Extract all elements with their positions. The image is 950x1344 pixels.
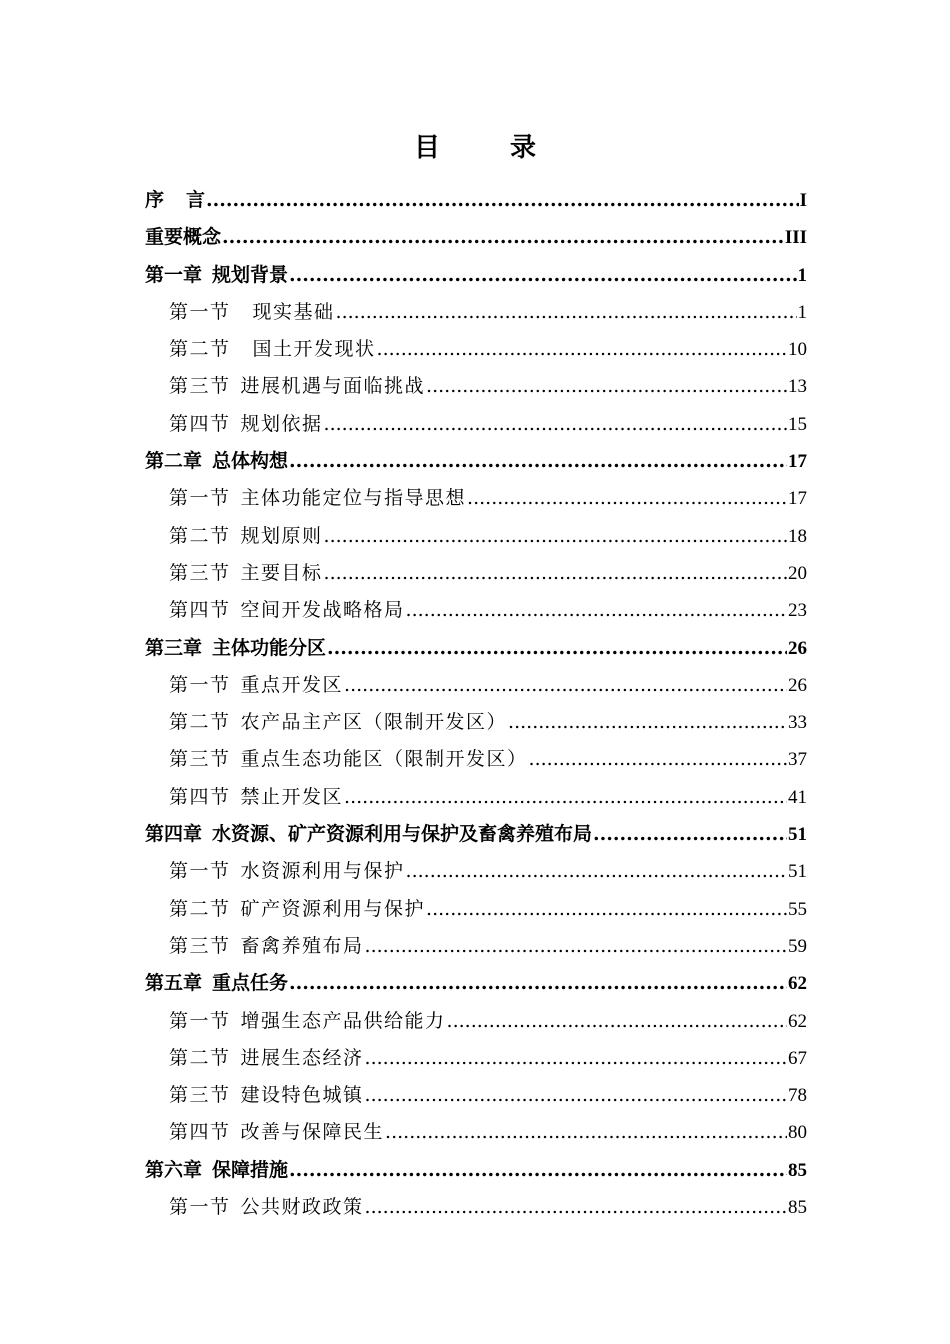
toc-entry-title: 主体功能分区 <box>212 636 327 659</box>
toc-section-entry[interactable] <box>145 555 807 592</box>
toc-dot-leader <box>377 331 787 368</box>
toc-entry-label <box>145 630 326 667</box>
toc-section-entry[interactable] <box>145 891 807 928</box>
toc-page-number: III <box>784 227 807 249</box>
toc-entry-label <box>169 1189 364 1226</box>
toc-entry-title: 主体功能定位与指导思想 <box>240 487 467 510</box>
toc-dot-leader <box>324 555 787 592</box>
toc-entry-title: 水资源利用与保护 <box>240 860 405 883</box>
toc-entry-label <box>169 1114 384 1151</box>
toc-page-number: 1 <box>797 264 807 286</box>
toc-entry-number: 第四章 <box>145 823 203 846</box>
toc-entry-number: 第一章 <box>145 263 203 286</box>
toc-entry-number: 第四节 <box>169 1121 231 1144</box>
toc-section-entry[interactable] <box>145 294 807 331</box>
toc-entry-number: 第二节 <box>169 1046 231 1069</box>
toc-page-number: 20 <box>788 562 807 584</box>
toc-entry-label <box>169 518 323 555</box>
toc-entry-label <box>169 741 528 778</box>
toc-page-number: 85 <box>788 1197 807 1219</box>
toc-entry-number: 第四节 <box>169 412 231 435</box>
toc-entry-title: 进展机遇与面临挑战 <box>240 375 426 398</box>
toc-page-number: 51 <box>788 824 807 846</box>
toc-entry-title: 规划原则 <box>240 524 323 547</box>
toc-entry-label <box>169 853 405 890</box>
toc-dot-leader <box>324 406 787 443</box>
toc-entry-title: 进展生态经济 <box>240 1046 364 1069</box>
toc-page-number: 85 <box>788 1159 807 1181</box>
toc-dot-leader <box>406 592 787 629</box>
toc-entry-number: 第四节 <box>169 599 231 622</box>
toc-entry-label <box>169 406 323 443</box>
toc-entry-title: 水资源、矿产资源利用与保护及畜禽养殖布局 <box>212 823 593 846</box>
toc-dot-leader <box>344 779 787 816</box>
toc-entry-number: 第一节 <box>169 1196 231 1219</box>
toc-entry-title: 总体构想 <box>212 450 289 473</box>
toc-dot-leader <box>327 630 787 667</box>
toc-dot-leader <box>289 257 796 294</box>
toc-section-entry[interactable] <box>145 592 807 629</box>
toc-dot-leader <box>344 667 787 704</box>
toc-entry-label <box>169 555 323 592</box>
toc-dot-leader <box>324 518 787 555</box>
toc-entry-label <box>169 891 425 928</box>
toc-page-number: 1 <box>797 301 807 323</box>
toc-dot-leader <box>289 443 787 480</box>
toc-entry-label <box>169 667 343 704</box>
toc-entry-number: 第二节 <box>169 338 231 361</box>
toc-section-entry[interactable] <box>145 368 807 405</box>
toc-entry-title: 改善与保障民生 <box>240 1121 385 1144</box>
toc-entry-title: 增强生态产品供给能力 <box>240 1009 446 1032</box>
toc-page-number: 18 <box>788 525 807 547</box>
toc-page-number: 10 <box>788 339 807 361</box>
toc-page-number: 51 <box>788 861 807 883</box>
toc-chapter-entry[interactable] <box>145 257 807 294</box>
toc-entry-label <box>145 182 205 219</box>
toc-entry-title: 国土开发现状 <box>252 338 376 361</box>
toc-page-number: 33 <box>788 712 807 734</box>
toc-chapter-entry[interactable] <box>145 219 807 256</box>
toc-entry-number: 序 <box>145 189 165 211</box>
toc-section-entry[interactable] <box>145 1114 807 1151</box>
toc-entry-label <box>169 294 335 331</box>
toc-entry-number: 第五章 <box>145 972 203 995</box>
toc-page-number: 62 <box>788 973 807 995</box>
toc-chapter-entry[interactable] <box>145 630 807 667</box>
toc-entry-label <box>169 1003 446 1040</box>
toc-section-entry[interactable] <box>145 406 807 443</box>
toc-entry-number: 第一节 <box>169 673 231 696</box>
toc-entry-number: 第二节 <box>169 897 231 920</box>
toc-page-number: 55 <box>788 898 807 920</box>
toc-entry-title: 重点开发区 <box>240 673 344 696</box>
toc-entry-label <box>145 816 592 853</box>
toc-dot-leader <box>365 928 787 965</box>
toc-page-number: 59 <box>788 935 807 957</box>
toc-section-entry[interactable] <box>145 480 807 517</box>
toc-page-number: 37 <box>788 749 807 771</box>
toc-section-entry[interactable] <box>145 1003 807 1040</box>
toc-chapter-entry[interactable] <box>145 965 807 1002</box>
toc-entry-label <box>169 704 507 741</box>
toc-section-entry[interactable] <box>145 741 807 778</box>
toc-dot-leader <box>426 891 787 928</box>
toc-entry-label <box>169 1040 364 1077</box>
toc-chapter-entry[interactable] <box>145 1152 807 1189</box>
toc-section-entry[interactable] <box>145 1189 807 1226</box>
toc-chapter-entry[interactable] <box>145 816 807 853</box>
toc-page-number: 41 <box>788 786 807 808</box>
toc-entry-label <box>169 368 425 405</box>
toc-entry-number: 第一节 <box>169 487 231 510</box>
toc-entry-title: 空间开发战略格局 <box>240 599 405 622</box>
toc-entry-label <box>145 257 288 294</box>
toc-page-number: I <box>799 190 807 211</box>
toc-page-number: 26 <box>788 674 807 696</box>
toc-page-number: 67 <box>788 1047 807 1069</box>
toc-dot-leader <box>406 853 787 890</box>
toc-dot-leader <box>447 1003 787 1040</box>
toc-entry-title: 公共财政政策 <box>240 1196 364 1219</box>
toc-page-number: 15 <box>788 413 807 435</box>
toc-entry-number: 第一节 <box>169 300 231 323</box>
toc-section-entry[interactable] <box>145 1040 807 1077</box>
toc-entry-label <box>169 592 405 629</box>
toc-entry-number: 第六章 <box>145 1158 203 1181</box>
toc-page-number: 13 <box>788 376 807 398</box>
toc-dot-leader <box>289 965 787 1002</box>
toc-entry-label <box>145 443 288 480</box>
toc-entry-title: 重要概念 <box>145 226 222 249</box>
toc-page-number: 80 <box>788 1122 807 1144</box>
toc-dot-leader <box>365 1077 787 1114</box>
toc-entry-title: 矿产资源利用与保护 <box>240 897 426 920</box>
toc-page-number: 17 <box>788 488 807 510</box>
toc-entry-number: 第三节 <box>169 1084 231 1107</box>
toc-dot-leader <box>206 182 799 219</box>
toc-entry-label <box>169 1077 364 1114</box>
toc-dot-leader <box>593 816 787 853</box>
toc-page-number: 23 <box>788 600 807 622</box>
toc-section-entry[interactable] <box>145 1077 807 1114</box>
toc-entry-title: 重点生态功能区（限制开发区） <box>240 748 528 771</box>
toc-entry-label <box>145 219 221 256</box>
table-of-contents <box>145 182 807 1226</box>
toc-entry-title: 言 <box>186 189 206 211</box>
toc-dot-leader <box>365 1040 787 1077</box>
toc-section-entry[interactable] <box>145 667 807 704</box>
toc-entry-label <box>169 331 376 368</box>
toc-dot-leader <box>385 1114 787 1151</box>
toc-entry-title: 现实基础 <box>252 300 335 323</box>
toc-entry-number: 第四节 <box>169 785 231 808</box>
toc-dot-leader <box>289 1152 787 1189</box>
toc-chapter-entry[interactable] <box>145 443 807 480</box>
toc-dot-leader <box>222 219 784 256</box>
toc-dot-leader <box>508 704 787 741</box>
toc-entry-title: 农产品主产区（限制开发区） <box>240 711 508 734</box>
toc-dot-leader <box>426 368 787 405</box>
toc-entry-number: 第三节 <box>169 748 231 771</box>
toc-entry-number: 第二节 <box>169 711 231 734</box>
toc-entry-label <box>169 480 466 517</box>
toc-dot-leader <box>529 741 787 778</box>
toc-dot-leader <box>467 480 787 517</box>
toc-page-number: 17 <box>788 451 807 473</box>
toc-page-number: 78 <box>788 1085 807 1107</box>
toc-entry-title: 建设特色城镇 <box>240 1084 364 1107</box>
toc-entry-title: 畜禽养殖布局 <box>240 934 364 957</box>
toc-entry-title: 规划依据 <box>240 412 323 435</box>
toc-entry-number: 第三章 <box>145 636 203 659</box>
toc-entry-label <box>169 779 343 816</box>
toc-section-entry[interactable] <box>145 518 807 555</box>
toc-entry-title: 禁止开发区 <box>240 785 344 808</box>
toc-dot-leader <box>365 1189 787 1226</box>
toc-page-number: 62 <box>788 1010 807 1032</box>
toc-entry-number: 第一节 <box>169 1009 231 1032</box>
toc-page-number: 26 <box>788 637 807 659</box>
toc-section-entry[interactable] <box>145 928 807 965</box>
toc-entry-title: 主要目标 <box>240 561 323 584</box>
toc-entry-number: 第二节 <box>169 524 231 547</box>
toc-section-entry[interactable] <box>145 331 807 368</box>
toc-entry-number: 第三节 <box>169 375 231 398</box>
toc-entry-number: 第一节 <box>169 860 231 883</box>
toc-entry-label <box>145 1152 288 1189</box>
toc-entry-label <box>145 965 288 1002</box>
toc-entry-number: 第三节 <box>169 561 231 584</box>
toc-dot-leader <box>336 294 797 331</box>
toc-chapter-entry[interactable] <box>145 182 807 219</box>
toc-entry-number: 第二章 <box>145 450 203 473</box>
toc-entry-label <box>169 928 364 965</box>
toc-entry-title: 重点任务 <box>212 972 289 995</box>
toc-entry-title: 规划背景 <box>212 263 289 286</box>
toc-section-entry[interactable] <box>145 704 807 741</box>
toc-section-entry[interactable] <box>145 779 807 816</box>
toc-section-entry[interactable] <box>145 853 807 890</box>
toc-entry-number: 第三节 <box>169 934 231 957</box>
toc-entry-title: 保障措施 <box>212 1158 289 1181</box>
toc-title: 目 录 <box>413 133 558 163</box>
